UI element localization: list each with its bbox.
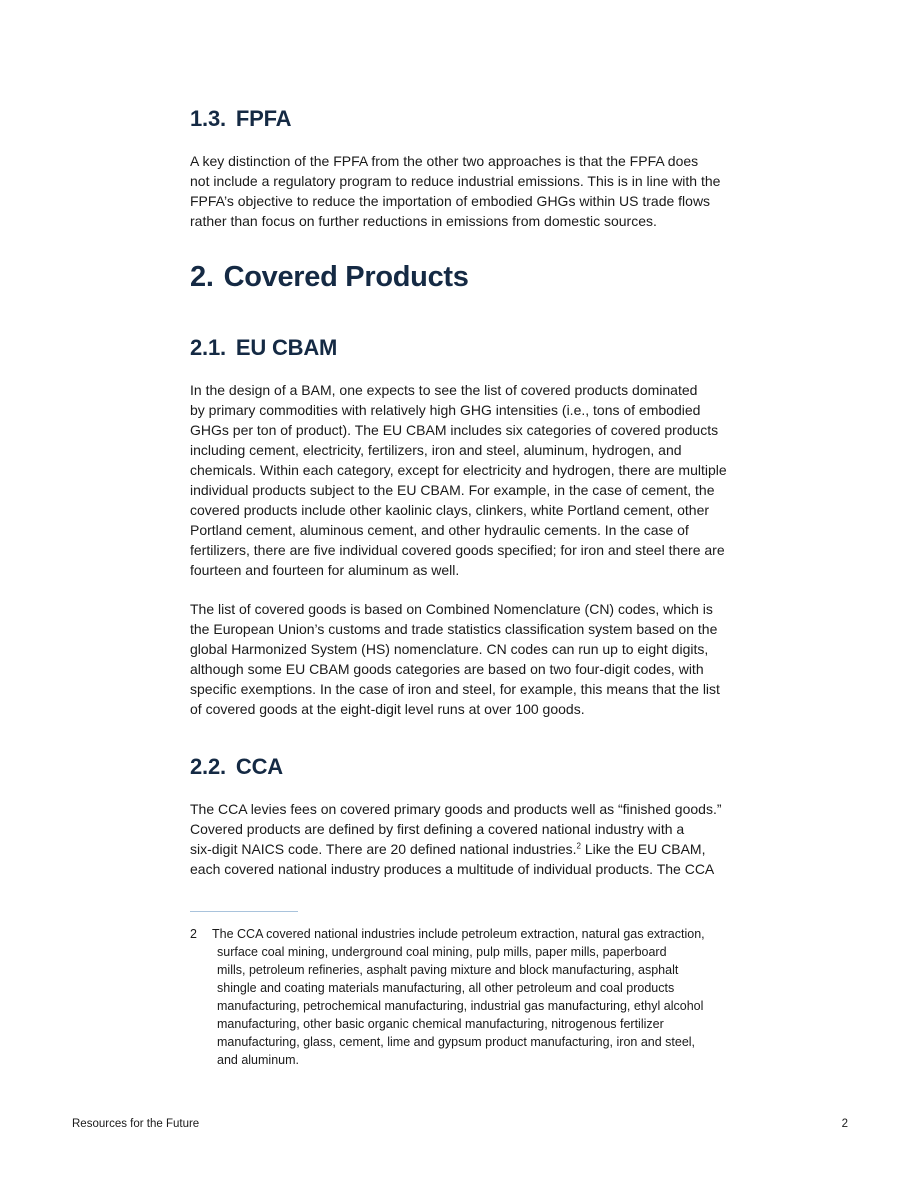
text-line: Portland cement, aluminous cement, and other hydraulic cements. In the case of bbox=[190, 522, 689, 538]
heading-1-3 bbox=[190, 106, 291, 132]
text-line: specific exemptions. In the case of iron and steel, for example, this means that the list bbox=[190, 681, 720, 697]
heading-title: CCA bbox=[235, 754, 283, 779]
text-line: including cement, electricity, fertilizers, iron and steel, aluminum, hydrogen, and bbox=[190, 442, 682, 458]
footnote-reference[interactable]: 2 bbox=[576, 841, 581, 851]
heading-number: 2. bbox=[190, 261, 214, 293]
heading-title: Covered Products bbox=[223, 261, 469, 293]
text-segment: six-digit NAICS code. There are 20 defined national industries. bbox=[190, 841, 577, 857]
paragraph-1-3 bbox=[190, 151, 735, 231]
heading-2-2 bbox=[190, 754, 283, 780]
text-line: rather than focus on further reductions in emissions from domestic sources. bbox=[190, 213, 657, 229]
text-line: covered products include other kaolinic clays, clinkers, white Portland cement, other bbox=[190, 502, 710, 518]
text-line: by primary commodities with relatively high GHG intensities (i.e., tons of embodied bbox=[190, 402, 701, 418]
text-line: fertilizers, there are five individual covered goods specified; for iron and steel there are bbox=[190, 542, 725, 558]
text-line: global Harmonized System (HS) nomenclature. CN codes can run up to eight digits, bbox=[190, 641, 709, 657]
heading-2-1 bbox=[190, 335, 337, 361]
heading-number: 1.3. bbox=[190, 106, 226, 131]
text-line: In the design of a BAM, one expects to see the list of covered products dominated bbox=[190, 382, 698, 398]
text-line: fourteen and fourteen for aluminum as well. bbox=[190, 562, 460, 578]
heading-number: 2.2. bbox=[190, 754, 226, 779]
text-line: FPFA’s objective to reduce the importation of embodied GHGs within US trade flows bbox=[190, 193, 711, 209]
paragraph-2-2 bbox=[190, 799, 735, 879]
heading-title: EU CBAM bbox=[235, 335, 338, 360]
text-line: manufacturing, other basic organic chemical manufacturing, nitrogenous fertilizer bbox=[217, 1017, 664, 1031]
text-line: surface coal mining, underground coal mining, pulp mills, paper mills, paperboard bbox=[217, 945, 667, 959]
heading-title: FPFA bbox=[235, 106, 292, 131]
page-number: 2 bbox=[841, 1118, 848, 1130]
text-line: The CCA covered national industries include petroleum extraction, natural gas extraction, bbox=[212, 927, 705, 941]
text-line: although some EU CBAM goods categories are based on two four-digit codes, with bbox=[190, 661, 704, 677]
footnote-number: 2 bbox=[190, 927, 197, 941]
text-line: Covered products are defined by first defining a covered national industry with a bbox=[190, 821, 685, 837]
text-line: manufacturing, glass, cement, lime and gypsum product manufacturing, iron and steel, bbox=[217, 1035, 696, 1049]
text-line: of covered goods at the eight-digit level runs at over 100 goods. bbox=[190, 701, 585, 717]
text-line: A key distinction of the FPFA from the other two approaches is that the FPFA does bbox=[190, 153, 699, 169]
footnote-divider bbox=[190, 911, 298, 912]
paragraph-2-1-a bbox=[190, 380, 735, 580]
text-line: shingle and coating materials manufacturing, all other petroleum and coal products bbox=[217, 981, 675, 995]
text-line bbox=[190, 839, 735, 859]
text-line: chemicals. Within each category, except for electricity and hydrogen, there are multiple bbox=[190, 462, 727, 478]
text-line: The list of covered goods is based on Combined Nomenclature (CN) codes, which is bbox=[190, 601, 713, 617]
text-line: manufacturing, petrochemical manufacturing, industrial gas manufacturing, ethyl alcohol bbox=[217, 999, 704, 1013]
text-line: the European Union’s customs and trade statistics classification system based on the bbox=[190, 621, 718, 637]
footer-publisher: Resources for the Future bbox=[72, 1118, 200, 1130]
text-line: each covered national industry produces a multitude of individual products. The CCA bbox=[190, 861, 715, 877]
footnote-text bbox=[212, 925, 742, 1069]
text-line: mills, petroleum refineries, asphalt paving mixture and block manufacturing, asphalt bbox=[217, 963, 679, 977]
text-line: GHGs per ton of product). The EU CBAM includes six categories of covered products bbox=[190, 422, 719, 438]
text-line: not include a regulatory program to reduce industrial emissions. This is in line with the bbox=[190, 173, 721, 189]
text-line: individual products subject to the EU CBAM. For example, in the case of cement, the bbox=[190, 482, 715, 498]
heading-number: 2.1. bbox=[190, 335, 226, 360]
text-segment: Like the EU CBAM, bbox=[580, 841, 706, 857]
text-line: The CCA levies fees on covered primary goods and products well as “finished goods.” bbox=[190, 801, 722, 817]
heading-2 bbox=[190, 261, 469, 294]
text-line: and aluminum. bbox=[217, 1053, 299, 1067]
paragraph-2-1-b bbox=[190, 599, 735, 719]
